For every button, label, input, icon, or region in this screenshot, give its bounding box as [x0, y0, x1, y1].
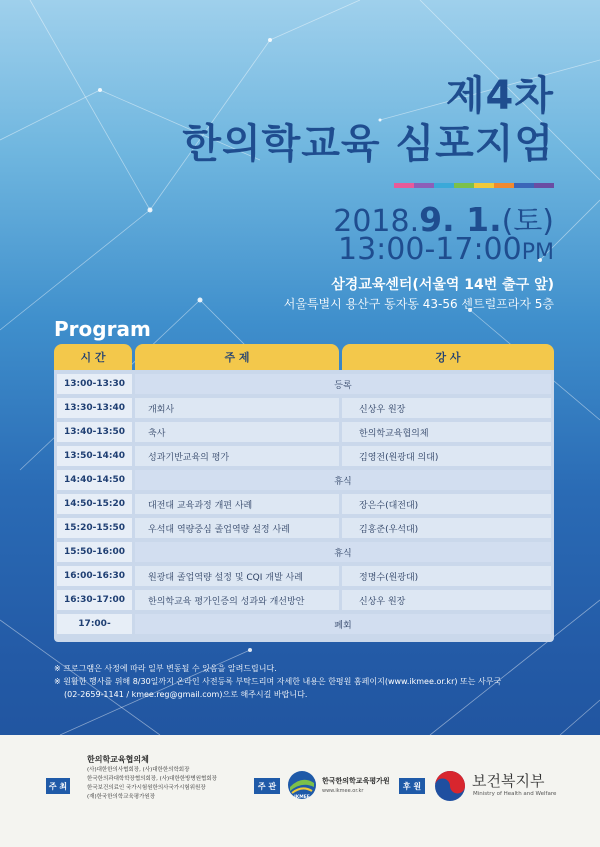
- sponsor-name: 보건복지부: [472, 772, 545, 790]
- header-topic: 주 제: [135, 344, 339, 370]
- sponsor-badge: 후 원: [399, 778, 425, 794]
- row-topic: 원광대 졸업역량 설정 및 CQI 개발 사례: [135, 566, 339, 586]
- color-bar-decoration: [394, 183, 554, 188]
- event-ordinal: 제4차: [445, 73, 554, 119]
- footer: [0, 735, 600, 847]
- host-member: 한국보건의료인 국가시험원한의사국가시험위원장: [87, 785, 206, 791]
- row-speaker: 김홍준(우석대): [342, 518, 551, 538]
- schedule-header: [54, 344, 554, 370]
- row-break-label: 폐회: [135, 614, 551, 634]
- row-topic: 대전대 교육과정 개편 사례: [135, 494, 339, 514]
- color-bar-segment: [534, 183, 554, 188]
- row-break-label: 등록: [135, 374, 551, 394]
- row-break-label: 휴식: [135, 470, 551, 490]
- row-time: 13:40-13:50: [57, 422, 132, 442]
- row-speaker: 신상우 원장: [342, 398, 551, 418]
- header-time: 시 간: [54, 344, 132, 370]
- ikmee-logo-text: IKMEE: [294, 795, 310, 800]
- row-speaker: 한의학교육협의체: [342, 422, 551, 442]
- schedule-row: [57, 398, 551, 418]
- row-time: 13:30-13:40: [57, 398, 132, 418]
- row-time: 14:40-14:50: [57, 470, 132, 490]
- host-name: 한의학교육협의체: [87, 755, 149, 764]
- color-bar-segment: [434, 183, 454, 188]
- row-time: 15:50-16:00: [57, 542, 132, 562]
- schedule-row: [57, 470, 551, 490]
- host-members: [87, 766, 217, 802]
- time-range: 13:00-17:00: [338, 232, 522, 267]
- notes: [54, 662, 554, 701]
- row-time: 13:50-14:40: [57, 446, 132, 466]
- organizer-name: 한국한의학교육평가원: [322, 777, 390, 785]
- schedule-row: [57, 422, 551, 442]
- color-bar-segment: [414, 183, 434, 188]
- host-member: (재)한국한의학교육평가원장: [87, 794, 156, 800]
- schedule-row: [57, 542, 551, 562]
- host-member: 한국한의과대학학장협의회장, (사)대한한방병원협회장: [87, 776, 217, 782]
- row-time: 15:20-15:50: [57, 518, 132, 538]
- schedule-row: [57, 518, 551, 538]
- row-speaker: 장은수(대전대): [342, 494, 551, 514]
- color-bar-segment: [514, 183, 534, 188]
- color-bar-segment: [494, 183, 514, 188]
- date-weekday: (토): [501, 204, 554, 239]
- row-topic: 성과기반교육의 평가: [135, 446, 339, 466]
- date-day-month: 9. 1.: [419, 200, 502, 239]
- row-topic: 축사: [135, 422, 339, 442]
- row-time: 16:00-16:30: [57, 566, 132, 586]
- venue: 삼경교육센터(서울역 14번 출구 앞): [331, 277, 554, 293]
- sponsor-english-name: Ministry of Health and Welfare: [473, 791, 557, 797]
- schedule-body: [54, 370, 554, 642]
- program-heading: Program: [54, 317, 151, 341]
- color-bar-segment: [394, 183, 414, 188]
- schedule-row: [57, 374, 551, 394]
- event-title: 한의학교육 심포지엄: [182, 121, 554, 167]
- note-1: ※ 프로그램은 사정에 따라 일부 변동될 수 있음을 알려드립니다.: [54, 664, 277, 673]
- schedule-row: [57, 494, 551, 514]
- color-bar-segment: [474, 183, 494, 188]
- schedule-row: [57, 446, 551, 466]
- organizer-badge: 주 관: [254, 778, 280, 794]
- row-time: 13:00-13:30: [57, 374, 132, 394]
- header-speaker: 강 사: [342, 344, 554, 370]
- host-member: (사)대한한의사협회장, (사)대한한의학회장: [87, 767, 190, 773]
- note-2: ※ 원활한 행사를 위해 8/30일까지 온라인 사전등록 부탁드리며 자세한 내용은 한평원 홈페이지(www.ikmee.or.kr) 또는 사무국: [54, 677, 502, 686]
- schedule-row: [57, 590, 551, 610]
- time-suffix: PM: [521, 240, 554, 265]
- ikmee-logo-icon: [286, 769, 318, 801]
- host-badge: 주 최: [46, 778, 70, 794]
- row-speaker: 김영전(원광대 의대): [342, 446, 551, 466]
- row-speaker: 신상우 원장: [342, 590, 551, 610]
- row-time: 14:50-15:20: [57, 494, 132, 514]
- schedule-table: [54, 344, 554, 642]
- row-speaker: 정명수(원광대): [342, 566, 551, 586]
- taegeuk-logo-icon: [433, 769, 467, 803]
- schedule-row: [57, 566, 551, 586]
- address: 서울특별시 용산구 동자동 43-56 센트럴프라자 5층: [283, 297, 554, 311]
- organizer-url: www.ikmee.or.kr: [322, 788, 364, 794]
- note-3: (02-2659-1141 / kmee.reg@gmail.com)으로 해주시길 바랍니다.: [64, 690, 308, 699]
- event-time: [338, 232, 554, 267]
- row-topic: 개회사: [135, 398, 339, 418]
- color-bar-segment: [454, 183, 474, 188]
- row-break-label: 휴식: [135, 542, 551, 562]
- row-time: 17:00-: [57, 614, 132, 634]
- schedule-row: [57, 614, 551, 634]
- row-topic: 한의학교육 평가인증의 성과와 개선방안: [135, 590, 339, 610]
- date-year: 2018.: [333, 204, 420, 239]
- row-topic: 우석대 역량중심 졸업역량 설정 사례: [135, 518, 339, 538]
- row-time: 16:30-17:00: [57, 590, 132, 610]
